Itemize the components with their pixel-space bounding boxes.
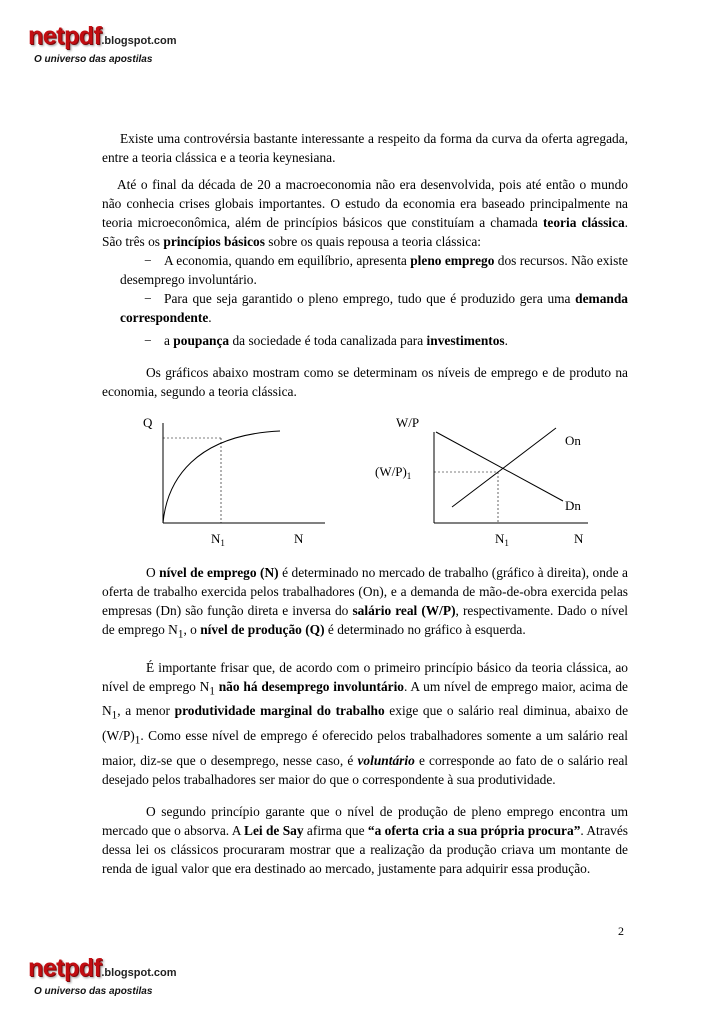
paragraph-charts-intro: Os gráficos abaixo mostram como se determinam os níveis de emprego e de produto na economia, segundo a teoria clássica. — [102, 365, 628, 399]
production-curve — [163, 431, 280, 523]
bullet-full-employment: − A economia, quando em equilíbrio, apresenta pleno emprego dos recursos. Não existe desemprego involuntário. — [120, 253, 628, 287]
logo-tagline: O universo das apostilas — [34, 986, 153, 997]
paragraph-employment-level: O nível de emprego (N) é determinado no mercado de trabalho (gráfico à direita), onde a oferta de trabalho exercida pelos trabalhadores (On), e a demanda de mão-de-obra exercida pelas empresas (Dn) são função direta e inversa do salário real (W/P), respectivamente. Dado o nível de emprego $N_1$, o nível de produção (Q) é determinado no gráfico à esquerda. — [102, 565, 628, 641]
body-text-bottom — [102, 563, 628, 878]
y-axis-label: W/P — [396, 415, 420, 430]
supply-label-on: On — [565, 433, 581, 448]
x-axis-label: N — [294, 531, 304, 546]
y-axis-label: Q — [143, 415, 153, 430]
labor-market-chart — [370, 410, 600, 550]
paragraph-intro: Existe uma controvérsia bastante interessante a respeito da forma da curva da oferta agregada, entre a teoria clássica e a teoria keynesiana. — [102, 131, 628, 165]
paragraph-says-law: O segundo princípio garante que o nível de produção de pleno emprego encontra um mercado que o absorva. A Lei de Say afirma que “a oferta cria a sua própria procura”. Através dessa lei os clássicos procuraram mostrar que a realização da produção criava um montante de renda de igual valor que era destinado ao mercado, justamente para adquirir essa produção. — [102, 803, 629, 876]
dash-marker: − — [144, 291, 152, 306]
page-number: 2 — [618, 924, 624, 938]
logo-tagline: O universo das apostilas — [34, 54, 153, 65]
bullet-demand: − Para que seja garantido o pleno emprego, tudo que é produzido gera uma demanda correspondente. — [120, 291, 628, 325]
x-axis-label: N — [574, 531, 584, 546]
y-tick-wp1: $(W/P)_1$ — [375, 464, 412, 481]
header-logo — [28, 24, 177, 66]
logo-domain: .blogspot.com — [101, 967, 177, 979]
logo-brand: netpdf.blogspot.com — [28, 22, 177, 50]
paragraph-classical-theory: Até o final da década de 20 a macroeconomia não era desenvolvida, pois até então o mundo não conhecia crises globais importantes. O estudo da economia era baseado principalmente na teoria microeconômica, além de princípios básicos que constituíam a chamada teoria clássica. São três os princípios básicos sobre os quais repousa a teoria clássica: — [102, 177, 629, 249]
demand-label-dn: Dn — [565, 498, 581, 513]
demand-curve-dn — [436, 432, 563, 501]
supply-curve-on — [452, 428, 556, 507]
bullet-savings: − a poupança da sociedade é toda canalizada para investimentos. — [144, 333, 508, 348]
dash-marker: − — [144, 253, 152, 268]
dash-marker: − — [144, 333, 152, 348]
logo-brand: netpdf.blogspot.com — [28, 954, 177, 982]
logo-domain: .blogspot.com — [101, 35, 177, 47]
paragraph-involuntary-unemployment: É importante frisar que, de acordo com o primeiro princípio básico da teoria clássica, ao nível de emprego $N_1$ não há desemprego involuntário. A um nível de emprego maior, acima de $N_1$, a menor produtividade marginal do trabalho exige que o salário real diminua, abaixo de $(W/P)_1$. Como esse nível de emprego é oferecido pelos trabalhadores somente a um salário real maior, diz-se que o desemprego, nesse caso, é voluntário e corresponde ao fato de o salário real desejado pelos trabalhadores ser maior do que o correspondente à sua produtividade. — [102, 659, 629, 787]
body-text-top — [102, 129, 628, 401]
x-tick-n1: $N_1$ — [211, 531, 225, 548]
x-tick-n1: $N_1$ — [495, 531, 509, 548]
footer-logo — [28, 956, 177, 998]
production-function-chart — [135, 410, 335, 550]
